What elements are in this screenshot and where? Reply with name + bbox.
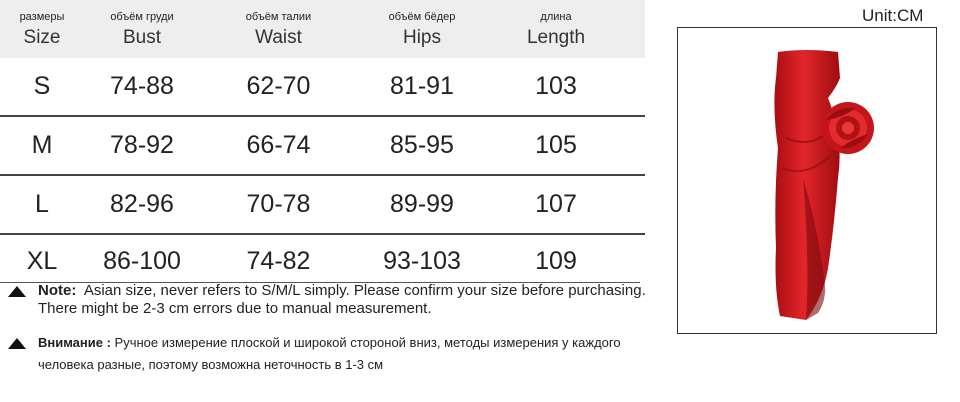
- header-hips-ru: объём бёдер: [388, 11, 456, 23]
- header-size-en: Size: [23, 27, 61, 48]
- note-ru: [0, 332, 660, 376]
- notes: [0, 282, 660, 376]
- cell-length: 107: [535, 190, 577, 218]
- note-label: Note:: [38, 282, 77, 299]
- triangle-up-icon: [8, 338, 26, 349]
- note-text: Asian size, never refers to S/M/L simply. Please confirm your size before purchasing. There might be 2-3 cm errors due to manual measurement.: [38, 282, 646, 317]
- cell-bust: 78-92: [110, 131, 174, 159]
- cell-length: 105: [535, 131, 577, 159]
- header-bust-en: Bust: [122, 27, 162, 48]
- cell-waist: 70-78: [246, 190, 311, 218]
- cell-size: M: [31, 131, 53, 159]
- triangle-up-icon: [8, 286, 26, 297]
- header-size-ru: размеры: [19, 11, 65, 23]
- header-waist-ru: объём талии: [245, 11, 312, 23]
- header-hips: [362, 0, 482, 49]
- header-bust-ru: объём груди: [110, 11, 174, 23]
- header-waist: [216, 0, 341, 49]
- header-length-en: Length: [526, 27, 586, 48]
- dress-photo: [677, 27, 937, 334]
- cell-size: XL: [26, 246, 58, 275]
- cell-length: 109: [535, 246, 577, 275]
- cell-hips: 93-103: [383, 246, 461, 275]
- header-waist-en: Waist: [255, 27, 302, 48]
- cell-bust: 86-100: [103, 246, 181, 275]
- header-bust: [84, 0, 200, 49]
- unit-label: Unit:CM: [862, 6, 924, 25]
- cell-hips: 81-91: [390, 72, 454, 100]
- size-chart-table: [0, 0, 645, 287]
- header-length-ru: длина: [540, 11, 572, 23]
- cell-hips: 89-99: [390, 190, 454, 218]
- cell-waist: 66-74: [246, 131, 311, 159]
- cell-bust: 74-88: [110, 72, 174, 100]
- cell-waist: 74-82: [246, 246, 311, 275]
- cell-waist: 62-70: [246, 72, 311, 100]
- header-hips-en: Hips: [402, 27, 441, 48]
- table-row: [0, 176, 645, 235]
- cell-size: S: [33, 72, 51, 100]
- note-ru-label: Внимание :: [38, 335, 111, 350]
- table-row: [0, 117, 645, 176]
- header-length: [500, 0, 612, 49]
- rose-flower: [822, 102, 874, 154]
- cell-hips: 85-95: [390, 131, 454, 159]
- note-en: [0, 282, 660, 318]
- cell-size: L: [35, 190, 49, 218]
- table-row: [0, 58, 645, 117]
- table-header: [0, 0, 645, 58]
- header-size: [0, 0, 84, 49]
- red-dress-image: [678, 28, 936, 333]
- cell-bust: 82-96: [110, 190, 174, 218]
- table-row: [0, 235, 645, 287]
- cell-length: 103: [535, 72, 577, 100]
- note-ru-text: Ручное измерение плоской и широкой стороной вниз, методы измерения у каждого человека разные, поэтому возможна неточность в 1-3 см: [38, 335, 621, 372]
